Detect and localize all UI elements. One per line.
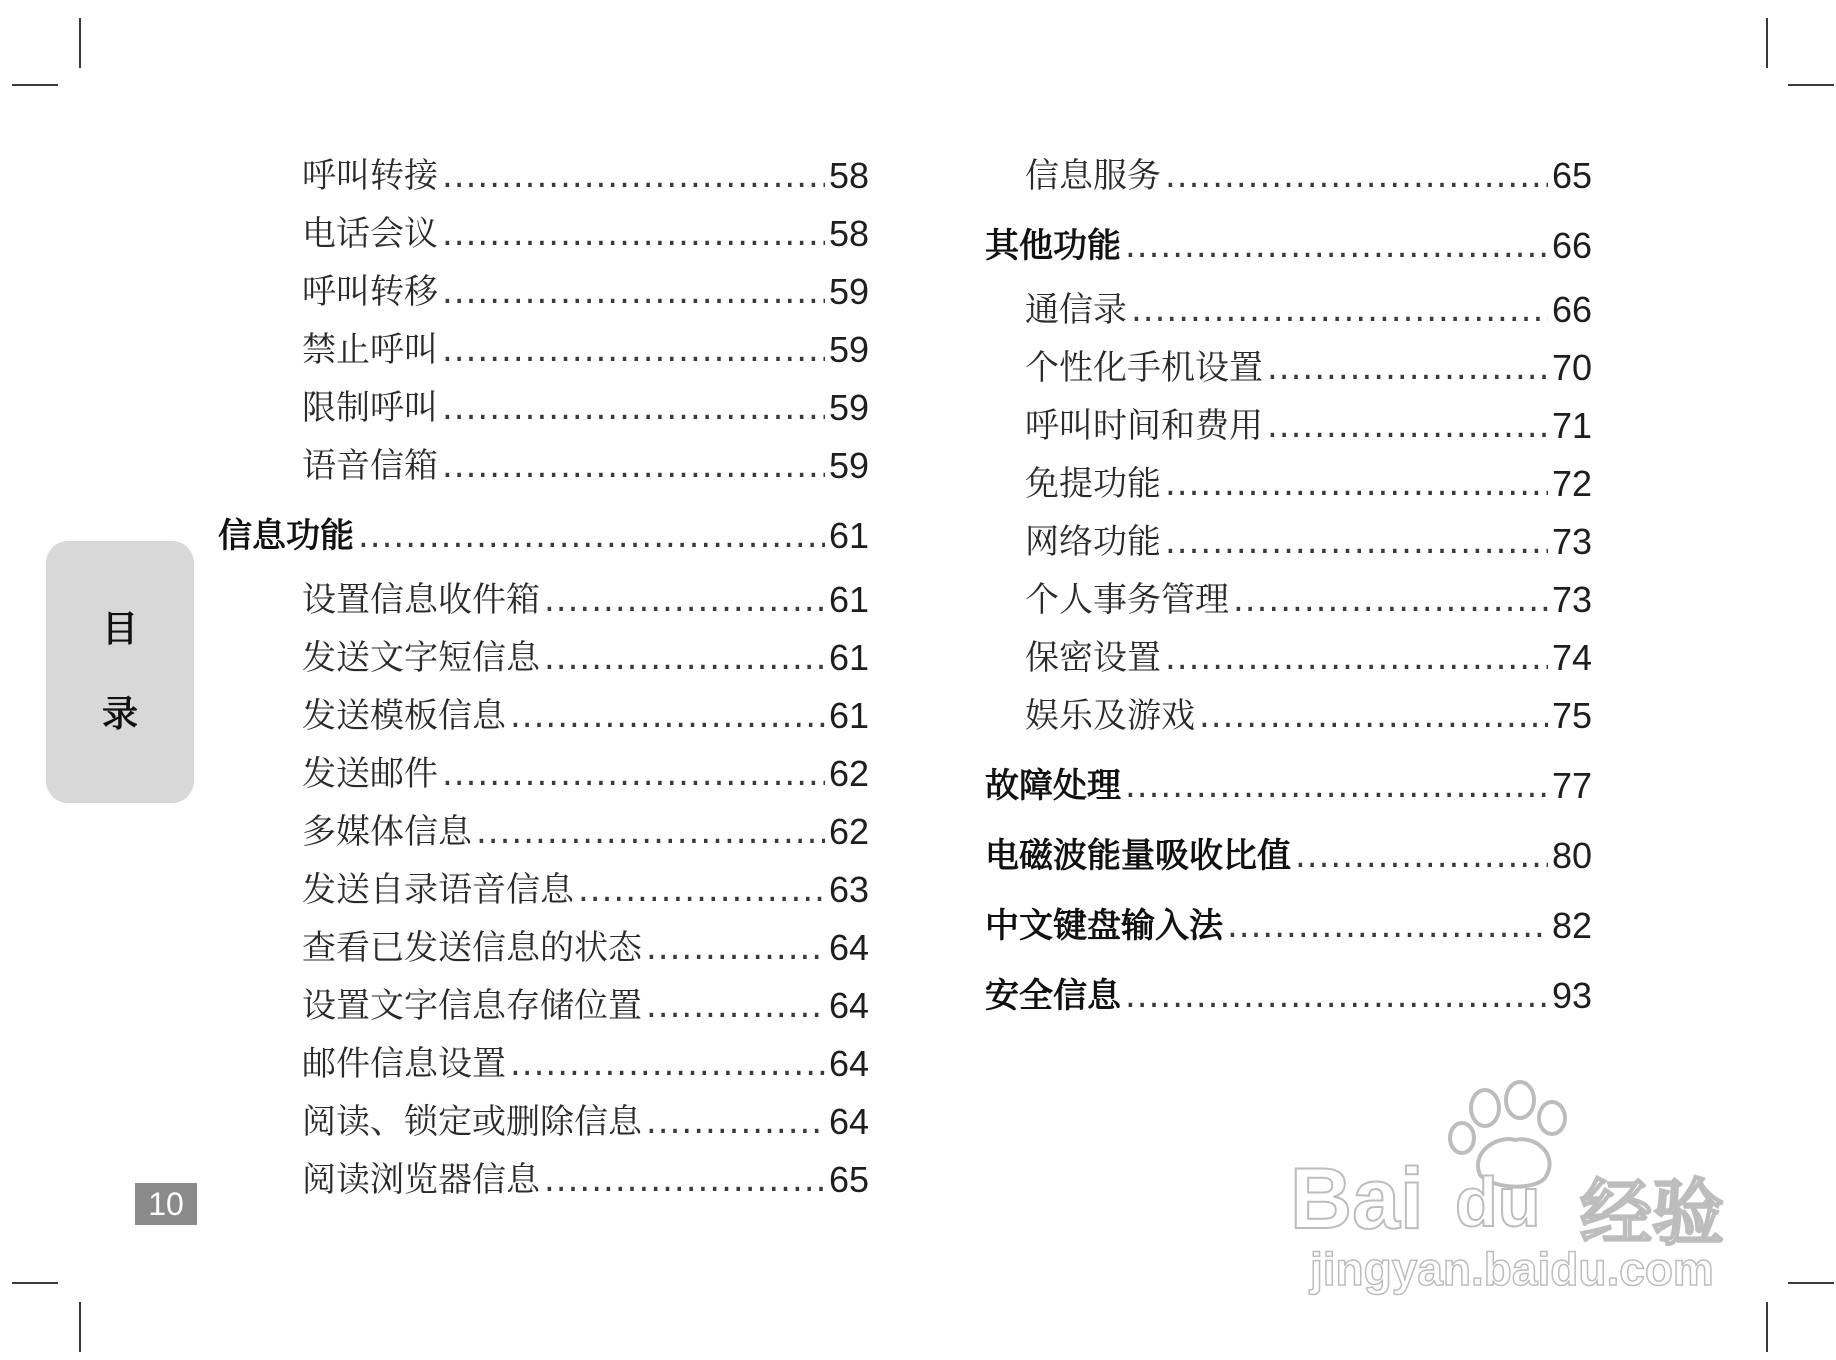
toc-entry[interactable] — [985, 343, 1592, 393]
toc-entry-title: 免提功能 — [1025, 464, 1161, 504]
toc-entry-title: 故障处理 — [985, 766, 1121, 806]
dot-leader — [442, 441, 825, 491]
dot-leader — [442, 383, 825, 433]
toc-entry-title: 多媒体信息 — [302, 812, 472, 852]
toc-entry-page: 62 — [828, 811, 869, 852]
dot-leader — [1199, 691, 1548, 741]
dot-leader — [646, 1097, 825, 1147]
watermark-brand-cn: 经验 — [1580, 1174, 1725, 1254]
toc-entry[interactable] — [262, 441, 869, 491]
dot-leader — [1125, 761, 1548, 811]
toc-entry-page: 61 — [828, 695, 869, 736]
toc-entry-page: 64 — [828, 927, 869, 968]
crop-mark — [1766, 1302, 1768, 1352]
dot-leader — [1165, 517, 1548, 567]
page-number: 10 — [135, 1183, 197, 1225]
toc-entry-title: 邮件信息设置 — [302, 1044, 506, 1084]
dot-leader — [1233, 575, 1548, 625]
toc-entry-title: 安全信息 — [985, 976, 1121, 1016]
dot-leader — [1227, 901, 1548, 951]
toc-entry-title: 通信录 — [1025, 290, 1127, 330]
toc-entry-page: 80 — [1551, 835, 1592, 876]
toc-entry-title: 电话会议 — [302, 214, 438, 254]
toc-entry-title: 发送自录语音信息 — [302, 870, 574, 910]
dot-leader — [646, 923, 825, 973]
toc-entry-page: 64 — [828, 1101, 869, 1142]
toc-entry-page: 58 — [828, 213, 869, 254]
toc-entry-page: 66 — [1551, 225, 1592, 266]
toc-entry-page: 61 — [828, 515, 869, 556]
dot-leader — [544, 633, 825, 683]
toc-entry[interactable] — [262, 865, 869, 915]
dot-leader — [1295, 831, 1548, 881]
toc-entry-page: 71 — [1551, 405, 1592, 446]
toc-entry[interactable] — [985, 401, 1592, 451]
dot-leader — [646, 981, 825, 1031]
toc-entry-page: 74 — [1551, 637, 1592, 678]
toc-entry-title: 呼叫转接 — [302, 156, 438, 196]
toc-entry-page: 64 — [828, 1043, 869, 1084]
crop-mark — [12, 84, 58, 86]
crop-mark — [79, 18, 81, 68]
toc-entry-title: 娱乐及游戏 — [1025, 696, 1195, 736]
toc-entry[interactable] — [985, 459, 1592, 509]
toc-entry-page: 65 — [1551, 155, 1592, 196]
toc-entry-title: 发送模板信息 — [302, 696, 506, 736]
toc-entry-page: 59 — [828, 329, 869, 370]
toc-entry-page: 73 — [1551, 579, 1592, 620]
toc-entry[interactable] — [262, 807, 869, 857]
dot-leader — [544, 1155, 825, 1205]
dot-leader — [442, 267, 825, 317]
dot-leader — [1125, 221, 1548, 271]
dot-leader — [1125, 971, 1548, 1021]
toc-entry-page: 62 — [828, 753, 869, 794]
toc-entry-title: 个人事务管理 — [1025, 580, 1229, 620]
dot-leader — [578, 865, 825, 915]
toc-entry-title: 发送邮件 — [302, 754, 438, 794]
toc-entry[interactable] — [985, 691, 1592, 741]
dot-leader — [442, 325, 825, 375]
dot-leader — [442, 749, 825, 799]
toc-section-entry[interactable] — [985, 221, 1592, 271]
toc-entry[interactable] — [985, 633, 1592, 683]
toc-entry-title: 呼叫转移 — [302, 272, 438, 312]
toc-entry-title: 设置文字信息存储位置 — [302, 986, 642, 1026]
toc-entry-page: 93 — [1551, 975, 1592, 1016]
toc-entry[interactable] — [262, 383, 869, 433]
toc-entry[interactable] — [262, 209, 869, 259]
toc-entry[interactable] — [262, 575, 869, 625]
toc-entry[interactable] — [262, 923, 869, 973]
toc-entry-page: 61 — [828, 579, 869, 620]
toc-entry-page: 70 — [1551, 347, 1592, 388]
toc-entry-title: 信息服务 — [1025, 156, 1161, 196]
toc-entry-page: 59 — [828, 387, 869, 428]
dot-leader — [1131, 285, 1548, 335]
dot-leader — [544, 575, 825, 625]
toc-entry[interactable] — [985, 285, 1592, 335]
toc-entry[interactable] — [262, 749, 869, 799]
crop-mark — [79, 1302, 81, 1352]
toc-entry-title: 其他功能 — [985, 226, 1121, 266]
baidu-watermark — [1290, 1080, 1760, 1300]
toc-entry-page: 63 — [828, 869, 869, 910]
crop-mark — [1766, 18, 1768, 68]
toc-entry[interactable] — [262, 633, 869, 683]
toc-entry-page: 65 — [828, 1159, 869, 1200]
toc-entry[interactable] — [262, 1039, 869, 1089]
toc-entry[interactable] — [985, 151, 1592, 201]
dot-leader — [510, 1039, 825, 1089]
toc-entry-title: 发送文字短信息 — [302, 638, 540, 678]
toc-section-entry[interactable] — [985, 761, 1592, 811]
toc-entry-title: 呼叫时间和费用 — [1025, 406, 1263, 446]
toc-entry-title: 语音信箱 — [302, 446, 438, 486]
watermark-url: jingyan.baidu.com — [1310, 1243, 1714, 1295]
dot-leader — [442, 209, 825, 259]
toc-entry-page: 59 — [828, 445, 869, 486]
toc-entry-title: 查看已发送信息的状态 — [302, 928, 642, 968]
toc-entry[interactable] — [262, 267, 869, 317]
toc-section-entry[interactable] — [218, 511, 869, 561]
dot-leader — [1267, 343, 1548, 393]
toc-entry-title: 中文键盘输入法 — [985, 906, 1223, 946]
toc-entry-title: 个性化手机设置 — [1025, 348, 1263, 388]
toc-entry-page: 64 — [828, 985, 869, 1026]
toc-entry[interactable] — [262, 151, 869, 201]
toc-entry[interactable] — [985, 517, 1592, 567]
toc-entry-page: 66 — [1551, 289, 1592, 330]
toc-entry[interactable] — [262, 981, 869, 1031]
toc-entry[interactable] — [262, 325, 869, 375]
toc-entry[interactable] — [262, 1097, 869, 1147]
toc-entry-title: 保密设置 — [1025, 638, 1161, 678]
side-tab-char: 目 — [101, 609, 138, 650]
toc-section-entry[interactable] — [985, 831, 1592, 881]
toc-entry-page: 72 — [1551, 463, 1592, 504]
toc-entry-page: 82 — [1551, 905, 1592, 946]
toc-entry-title: 禁止呼叫 — [302, 330, 438, 370]
toc-entry-page: 58 — [828, 155, 869, 196]
crop-mark — [12, 1282, 58, 1284]
toc-entry-title: 阅读、锁定或删除信息 — [302, 1102, 642, 1142]
dot-leader — [1267, 401, 1548, 451]
dot-leader — [1165, 633, 1548, 683]
toc-entry-page: 73 — [1551, 521, 1592, 562]
side-tab-char: 录 — [101, 694, 138, 735]
dot-leader — [510, 691, 825, 741]
toc-entry-page: 59 — [828, 271, 869, 312]
toc-entry-title: 设置信息收件箱 — [302, 580, 540, 620]
crop-mark — [1788, 84, 1834, 86]
toc-entry[interactable] — [985, 575, 1592, 625]
watermark-brand-du: du — [1455, 1163, 1541, 1241]
toc-section-entry[interactable] — [985, 971, 1592, 1021]
dot-leader — [1165, 151, 1548, 201]
toc-entry-title: 电磁波能量吸收比值 — [985, 836, 1291, 876]
toc-entry-title: 限制呼叫 — [302, 388, 438, 428]
dot-leader — [442, 151, 825, 201]
toc-entry[interactable] — [262, 691, 869, 741]
toc-entry[interactable] — [262, 1155, 869, 1205]
toc-section-entry[interactable] — [985, 901, 1592, 951]
dot-leader — [358, 511, 825, 561]
toc-entry-title: 阅读浏览器信息 — [302, 1160, 540, 1200]
toc-entry-page: 77 — [1551, 765, 1592, 806]
dot-leader — [476, 807, 825, 857]
watermark-brand: Bai — [1290, 1151, 1424, 1247]
dot-leader — [1165, 459, 1548, 509]
toc-entry-page: 61 — [828, 637, 869, 678]
toc-entry-page: 75 — [1551, 695, 1592, 736]
toc-entry-title: 网络功能 — [1025, 522, 1161, 562]
side-tab-contents — [46, 541, 194, 803]
toc-entry-title: 信息功能 — [218, 516, 354, 556]
crop-mark — [1788, 1282, 1834, 1284]
